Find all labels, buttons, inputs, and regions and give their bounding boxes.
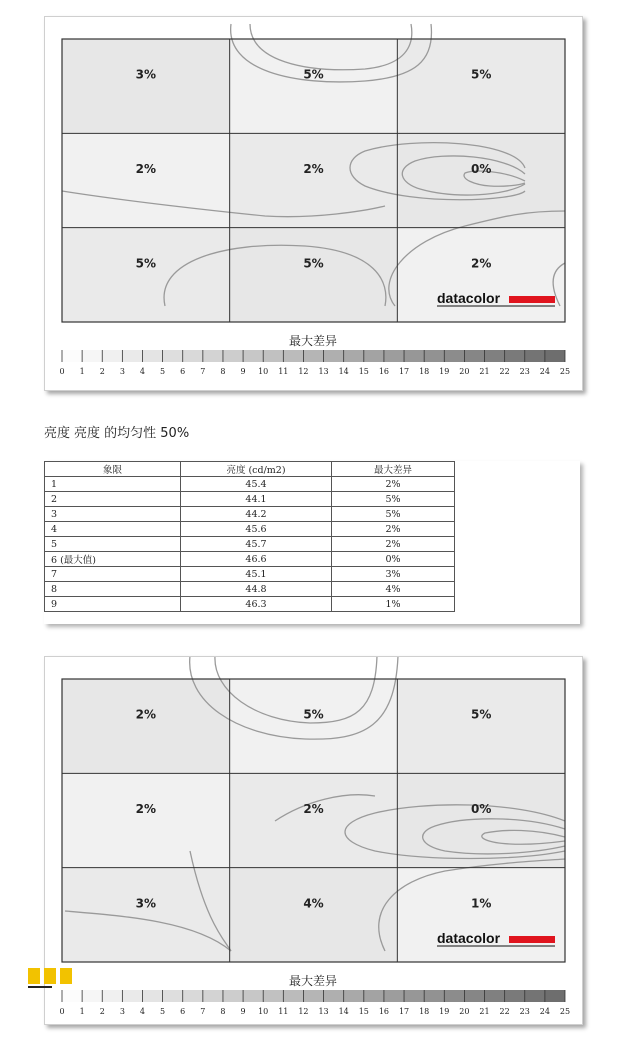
max-diff-cell: 0% xyxy=(332,552,455,567)
scale-swatch xyxy=(344,350,364,362)
scale-swatch xyxy=(283,990,303,1002)
watermark-logo xyxy=(26,964,86,1000)
scale-tick-label: 17 xyxy=(398,367,410,376)
scale-tick-label: 10 xyxy=(258,367,269,376)
scale-tick-label: 11 xyxy=(278,1007,289,1016)
cell-value-label: 2% xyxy=(135,707,157,722)
scale-tick-label: 12 xyxy=(298,367,309,376)
scale-tick-label: 21 xyxy=(479,1007,490,1016)
scale-swatch xyxy=(122,350,142,362)
luminance-table-panel xyxy=(44,461,580,624)
table-row xyxy=(45,597,455,612)
cell-value-label: 5% xyxy=(303,67,324,82)
scale-swatch xyxy=(223,990,243,1002)
watermark-block-2 xyxy=(44,968,56,984)
scale-tick-label: 25 xyxy=(559,367,571,376)
luminance-cell: 45.6 xyxy=(181,522,332,537)
heatmap-cell-fill xyxy=(62,39,230,133)
scale-swatch xyxy=(283,350,303,362)
scale-tick-label: 3 xyxy=(119,367,125,376)
scale-tick-label: 23 xyxy=(519,367,530,376)
heatmap-cell-fill xyxy=(230,228,398,322)
watermark-block-3 xyxy=(60,968,72,984)
scale-swatch xyxy=(243,990,263,1002)
cell-value-label: 0% xyxy=(470,161,492,176)
heatmap-cell-fill xyxy=(397,228,565,322)
quadrant-cell: 8 xyxy=(45,582,181,597)
heatmap-cell-fill xyxy=(62,773,230,867)
datacolor-logo-text: datacolor xyxy=(437,930,501,946)
scale-swatch xyxy=(163,350,183,362)
scale-swatch xyxy=(62,350,82,362)
scale-swatch xyxy=(525,990,545,1002)
scale-swatch xyxy=(404,990,424,1002)
luminance-cell: 45.1 xyxy=(181,567,332,582)
col-header-luminance: 亮度 (cd/m2) xyxy=(181,462,332,477)
cell-value-label: 2% xyxy=(135,161,157,176)
scale-tick-label: 9 xyxy=(240,367,246,376)
table-row xyxy=(45,567,455,582)
scale-tick-label: 16 xyxy=(378,1007,390,1016)
watermark-block-1 xyxy=(28,968,40,984)
heatmap-cell-fill xyxy=(397,868,565,962)
cell-value-label: 5% xyxy=(470,707,492,722)
heatmap-cell-fill xyxy=(230,868,398,962)
scale-tick-label: 24 xyxy=(539,367,550,376)
cell-value-label: 5% xyxy=(470,67,492,82)
scale-tick-label: 9 xyxy=(240,1007,246,1016)
scale-tick-label: 21 xyxy=(479,367,490,376)
scale-swatch xyxy=(424,990,444,1002)
section-title-part-2: 亮度 的均匀性 50% xyxy=(74,426,190,441)
scale-swatch xyxy=(142,990,162,1002)
scale-tick-label: 23 xyxy=(519,1007,530,1016)
scale-tick-label: 24 xyxy=(539,1007,550,1016)
table-row xyxy=(45,552,455,567)
quadrant-cell: 4 xyxy=(45,522,181,537)
scale-swatch xyxy=(364,990,384,1002)
section-title xyxy=(44,422,193,441)
table-row xyxy=(45,537,455,552)
scale-tick-label: 19 xyxy=(439,1007,450,1016)
cell-value-label: 5% xyxy=(303,707,324,722)
luminance-cell: 44.8 xyxy=(181,582,332,597)
luminance-cell: 46.3 xyxy=(181,597,332,612)
scale-tick-label: 7 xyxy=(200,1007,206,1016)
max-diff-cell: 2% xyxy=(332,522,455,537)
quadrant-cell: 7 xyxy=(45,567,181,582)
table-row xyxy=(45,477,455,492)
scale-tick-label: 8 xyxy=(220,367,226,376)
scale-swatch xyxy=(485,350,505,362)
scale-swatch xyxy=(384,350,404,362)
scale-tick-label: 10 xyxy=(258,1007,269,1016)
scale-swatch xyxy=(324,350,344,362)
max-diff-cell: 2% xyxy=(332,477,455,492)
cell-value-label: 5% xyxy=(303,256,324,271)
scale-swatch xyxy=(324,990,344,1002)
col-header-max-diff: 最大差异 xyxy=(332,462,455,477)
scale-swatch xyxy=(223,350,243,362)
heatmap-cell-fill xyxy=(230,133,398,227)
scale-tick-label: 20 xyxy=(459,1007,470,1016)
scale-tick-label: 5 xyxy=(160,367,166,376)
scale-swatch xyxy=(545,350,565,362)
section-title-part-1: 亮度 xyxy=(44,426,71,441)
cell-value-label: 4% xyxy=(303,896,324,911)
luminance-table xyxy=(44,461,455,612)
cell-value-label: 2% xyxy=(303,801,324,816)
scale-swatch xyxy=(444,350,464,362)
cell-value-label: 0% xyxy=(470,801,492,816)
scale-tick-label: 19 xyxy=(439,367,450,376)
scale-swatch xyxy=(203,350,223,362)
col-header-quadrant: 象限 xyxy=(45,462,181,477)
table-row xyxy=(45,582,455,597)
scale-swatch xyxy=(243,350,263,362)
max-diff-cell: 1% xyxy=(332,597,455,612)
table-row xyxy=(45,507,455,522)
scale-tick-label: 4 xyxy=(139,367,146,376)
heatmap-cell-fill xyxy=(397,133,565,227)
heatmap-cell-fill xyxy=(62,868,230,962)
scale-tick-label: 13 xyxy=(318,367,329,376)
scale-tick-label: 5 xyxy=(160,1007,166,1016)
scale-swatch xyxy=(183,350,203,362)
scale-tick-label: 18 xyxy=(419,1007,430,1016)
scale-swatch xyxy=(545,990,565,1002)
scale-swatch xyxy=(344,990,364,1002)
table-row xyxy=(45,492,455,507)
scale-swatch xyxy=(464,990,484,1002)
scale-swatch xyxy=(464,350,484,362)
scale-tick-label: 8 xyxy=(220,1007,226,1016)
scale-tick-label: 3 xyxy=(119,1007,125,1016)
luminance-cell: 45.7 xyxy=(181,537,332,552)
cell-value-label: 2% xyxy=(135,801,157,816)
scale-swatch xyxy=(525,350,545,362)
scale-title: 最大差异 xyxy=(288,974,338,988)
max-diff-cell: 5% xyxy=(332,492,455,507)
heatmap-cell-fill xyxy=(62,133,230,227)
cell-value-label: 5% xyxy=(135,256,157,271)
heatmap-cell-fill xyxy=(230,773,398,867)
scale-swatch xyxy=(263,990,283,1002)
cell-value-label: 2% xyxy=(303,161,324,176)
scale-swatch xyxy=(102,990,122,1002)
heatmap-cell-fill xyxy=(230,679,398,773)
heatmap-cell-fill xyxy=(397,39,565,133)
heatmap-cell-fill xyxy=(397,679,565,773)
scale-tick-label: 1 xyxy=(79,1007,85,1016)
quadrant-cell: 5 xyxy=(45,537,181,552)
heatmap-top-svg xyxy=(45,17,582,390)
scale-swatch xyxy=(163,990,183,1002)
scale-swatch xyxy=(122,990,142,1002)
datacolor-logo-bar xyxy=(509,296,555,303)
scale-swatch xyxy=(263,350,283,362)
scale-swatch xyxy=(82,350,102,362)
luminance-cell: 44.2 xyxy=(181,507,332,522)
scale-swatch xyxy=(444,990,464,1002)
scale-tick-label: 14 xyxy=(338,1007,349,1016)
quadrant-cell: 6 (最大值) xyxy=(45,552,181,567)
max-diff-cell: 3% xyxy=(332,567,455,582)
max-diff-cell: 2% xyxy=(332,537,455,552)
quadrant-cell: 1 xyxy=(45,477,181,492)
scale-tick-label: 2 xyxy=(99,1007,105,1016)
cell-value-label: 2% xyxy=(470,256,492,271)
table-header-row xyxy=(45,462,455,477)
table-row xyxy=(45,522,455,537)
scale-tick-label: 0 xyxy=(59,1007,65,1016)
scale-tick-label: 13 xyxy=(318,1007,329,1016)
uniformity-heatmap-bottom xyxy=(44,656,583,1025)
watermark-underline xyxy=(28,986,52,988)
luminance-cell: 44.1 xyxy=(181,492,332,507)
max-diff-cell: 5% xyxy=(332,507,455,522)
scale-tick-label: 6 xyxy=(180,1007,186,1016)
scale-swatch xyxy=(203,990,223,1002)
heatmap-cell-fill xyxy=(230,39,398,133)
luminance-cell: 46.6 xyxy=(181,552,332,567)
scale-tick-label: 7 xyxy=(200,367,206,376)
scale-swatch xyxy=(505,990,525,1002)
scale-tick-label: 1 xyxy=(79,367,85,376)
heatmap-cell-fill xyxy=(62,228,230,322)
cell-value-label: 3% xyxy=(135,67,157,82)
quadrant-cell: 2 xyxy=(45,492,181,507)
scale-tick-label: 15 xyxy=(358,367,369,376)
uniformity-heatmap-top xyxy=(44,16,583,391)
datacolor-logo-text: datacolor xyxy=(437,290,501,306)
scale-tick-label: 2 xyxy=(99,367,105,376)
scale-tick-label: 25 xyxy=(559,1007,571,1016)
scale-tick-label: 22 xyxy=(499,367,510,376)
scale-swatch xyxy=(183,990,203,1002)
scale-tick-label: 12 xyxy=(298,1007,309,1016)
scale-swatch xyxy=(102,350,122,362)
scale-tick-label: 20 xyxy=(459,367,470,376)
scale-swatch xyxy=(424,350,444,362)
cell-value-label: 1% xyxy=(470,896,492,911)
scale-swatch xyxy=(364,350,384,362)
scale-swatch xyxy=(384,990,404,1002)
scale-tick-label: 4 xyxy=(139,1007,146,1016)
scale-swatch xyxy=(303,350,323,362)
luminance-cell: 45.4 xyxy=(181,477,332,492)
quadrant-cell: 9 xyxy=(45,597,181,612)
scale-swatch xyxy=(505,350,525,362)
scale-tick-label: 18 xyxy=(419,367,430,376)
scale-title: 最大差异 xyxy=(288,334,338,348)
scale-tick-label: 11 xyxy=(278,367,289,376)
scale-tick-label: 0 xyxy=(59,367,65,376)
datacolor-logo-bar xyxy=(509,936,555,943)
scale-tick-label: 6 xyxy=(180,367,186,376)
scale-tick-label: 15 xyxy=(358,1007,369,1016)
scale-swatch xyxy=(303,990,323,1002)
scale-tick-label: 16 xyxy=(378,367,390,376)
quadrant-cell: 3 xyxy=(45,507,181,522)
max-diff-cell: 4% xyxy=(332,582,455,597)
scale-tick-label: 22 xyxy=(499,1007,510,1016)
scale-swatch xyxy=(485,990,505,1002)
scale-tick-label: 17 xyxy=(398,1007,410,1016)
scale-swatch xyxy=(142,350,162,362)
heatmap-bottom-svg xyxy=(45,657,582,1024)
scale-swatch xyxy=(404,350,424,362)
heatmap-cell-fill xyxy=(62,679,230,773)
cell-value-label: 3% xyxy=(135,896,157,911)
scale-tick-label: 14 xyxy=(338,367,349,376)
